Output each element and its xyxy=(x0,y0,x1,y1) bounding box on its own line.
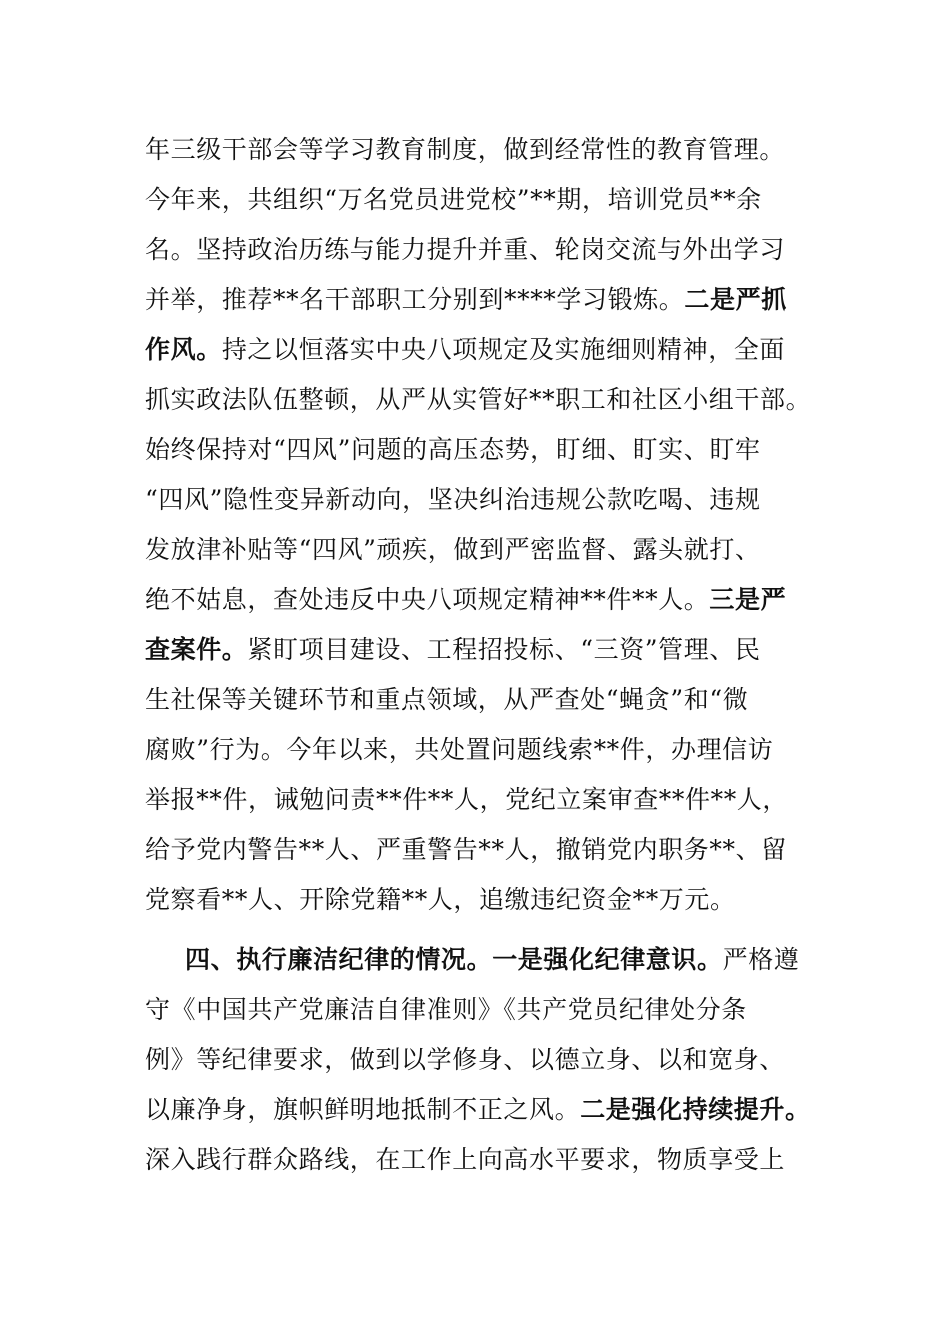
text-line xyxy=(145,884,825,916)
bold-heading: 四、执行廉洁纪律的情况。一是强化纪律意识。 xyxy=(185,945,723,974)
text-run: “四风”隐性变异新动向，坚决纠治违规公款吃喝、违规 xyxy=(145,485,761,514)
text-line xyxy=(145,284,825,316)
text-run: 例》等纪律要求，做到以学修身、以德立身、以和宽身、 xyxy=(145,1045,786,1074)
text-run: 严格遵 xyxy=(722,945,800,974)
text-run: 以廉净身，旗帜鲜明地抵制不正之风。 xyxy=(145,1095,581,1124)
text-line xyxy=(145,784,825,816)
text-run: 持之以恒落实中央八项规定及实施细则精神，全面 xyxy=(221,335,786,364)
text-line xyxy=(145,734,825,766)
text-run: 举报**件，诫勉问责**件**人，党纪立案审查**件**人， xyxy=(145,785,789,814)
text-line xyxy=(145,384,825,416)
bold-heading: 作风。 xyxy=(145,335,222,364)
text-line xyxy=(145,1044,825,1076)
text-run: 深入践行群众路线，在工作上向高水平要求，物质享受上 xyxy=(145,1145,786,1174)
text-run: 紧盯项目建设、工程招投标、“三资”管理、民 xyxy=(247,635,761,664)
text-run: 绝不姑息，查处违反中央八项规定精神**件**人。 xyxy=(145,585,710,614)
text-run: 今年来，共组织“万名党员进党校”**期，培训党员**余 xyxy=(145,185,762,214)
bold-heading: 三是严 xyxy=(709,585,787,614)
text-line xyxy=(145,484,825,516)
text-line xyxy=(145,684,825,716)
text-line xyxy=(145,834,825,866)
bold-heading: 二是严抓 xyxy=(684,285,787,314)
bold-heading: 查案件。 xyxy=(145,635,248,664)
text-run: 抓实政法队伍整顿，从严从实管好**职工和社区小组干部。 xyxy=(145,385,812,414)
text-run: 始终保持对“四风”问题的高压态势，盯细、盯实、盯牢 xyxy=(145,435,761,464)
text-run: 年三级干部会等学习教育制度，做到经常性的教育管理。 xyxy=(145,135,786,164)
text-line xyxy=(145,1094,825,1126)
text-line xyxy=(145,334,825,366)
text-line xyxy=(145,134,825,166)
text-line xyxy=(145,234,825,266)
text-line xyxy=(145,634,825,666)
text-run: 守《中国共产党廉洁自律准则》《共产党员纪律处分条 xyxy=(145,995,747,1024)
text-run: 发放津补贴等“四风”顽疾，做到严密监督、露头就打、 xyxy=(145,535,761,564)
text-run: 生社保等关键环节和重点领域，从严查处“蝇贪”和“微 xyxy=(145,685,749,714)
text-line xyxy=(145,434,825,466)
bold-heading: 二是强化持续提升。 xyxy=(580,1095,811,1124)
text-run: 腐败”行为。今年以来，共处置问题线索**件，办理信访 xyxy=(145,735,774,764)
text-run: 并举，推荐**名干部职工分别到****学习锻炼。 xyxy=(145,285,685,314)
text-line xyxy=(145,534,825,566)
text-run: 党察看**人、开除党籍**人，追缴违纪资金**万元。 xyxy=(145,885,736,914)
text-line xyxy=(145,1144,825,1176)
text-line xyxy=(145,994,825,1026)
text-run: 给予党内警告**人、严重警告**人，撤销党内职务**、留 xyxy=(145,835,787,864)
text-run: 名。坚持政治历练与能力提升并重、轮岗交流与外出学习 xyxy=(145,235,786,264)
text-line xyxy=(145,184,825,216)
section-heading-line xyxy=(185,944,865,976)
text-line xyxy=(145,584,825,616)
